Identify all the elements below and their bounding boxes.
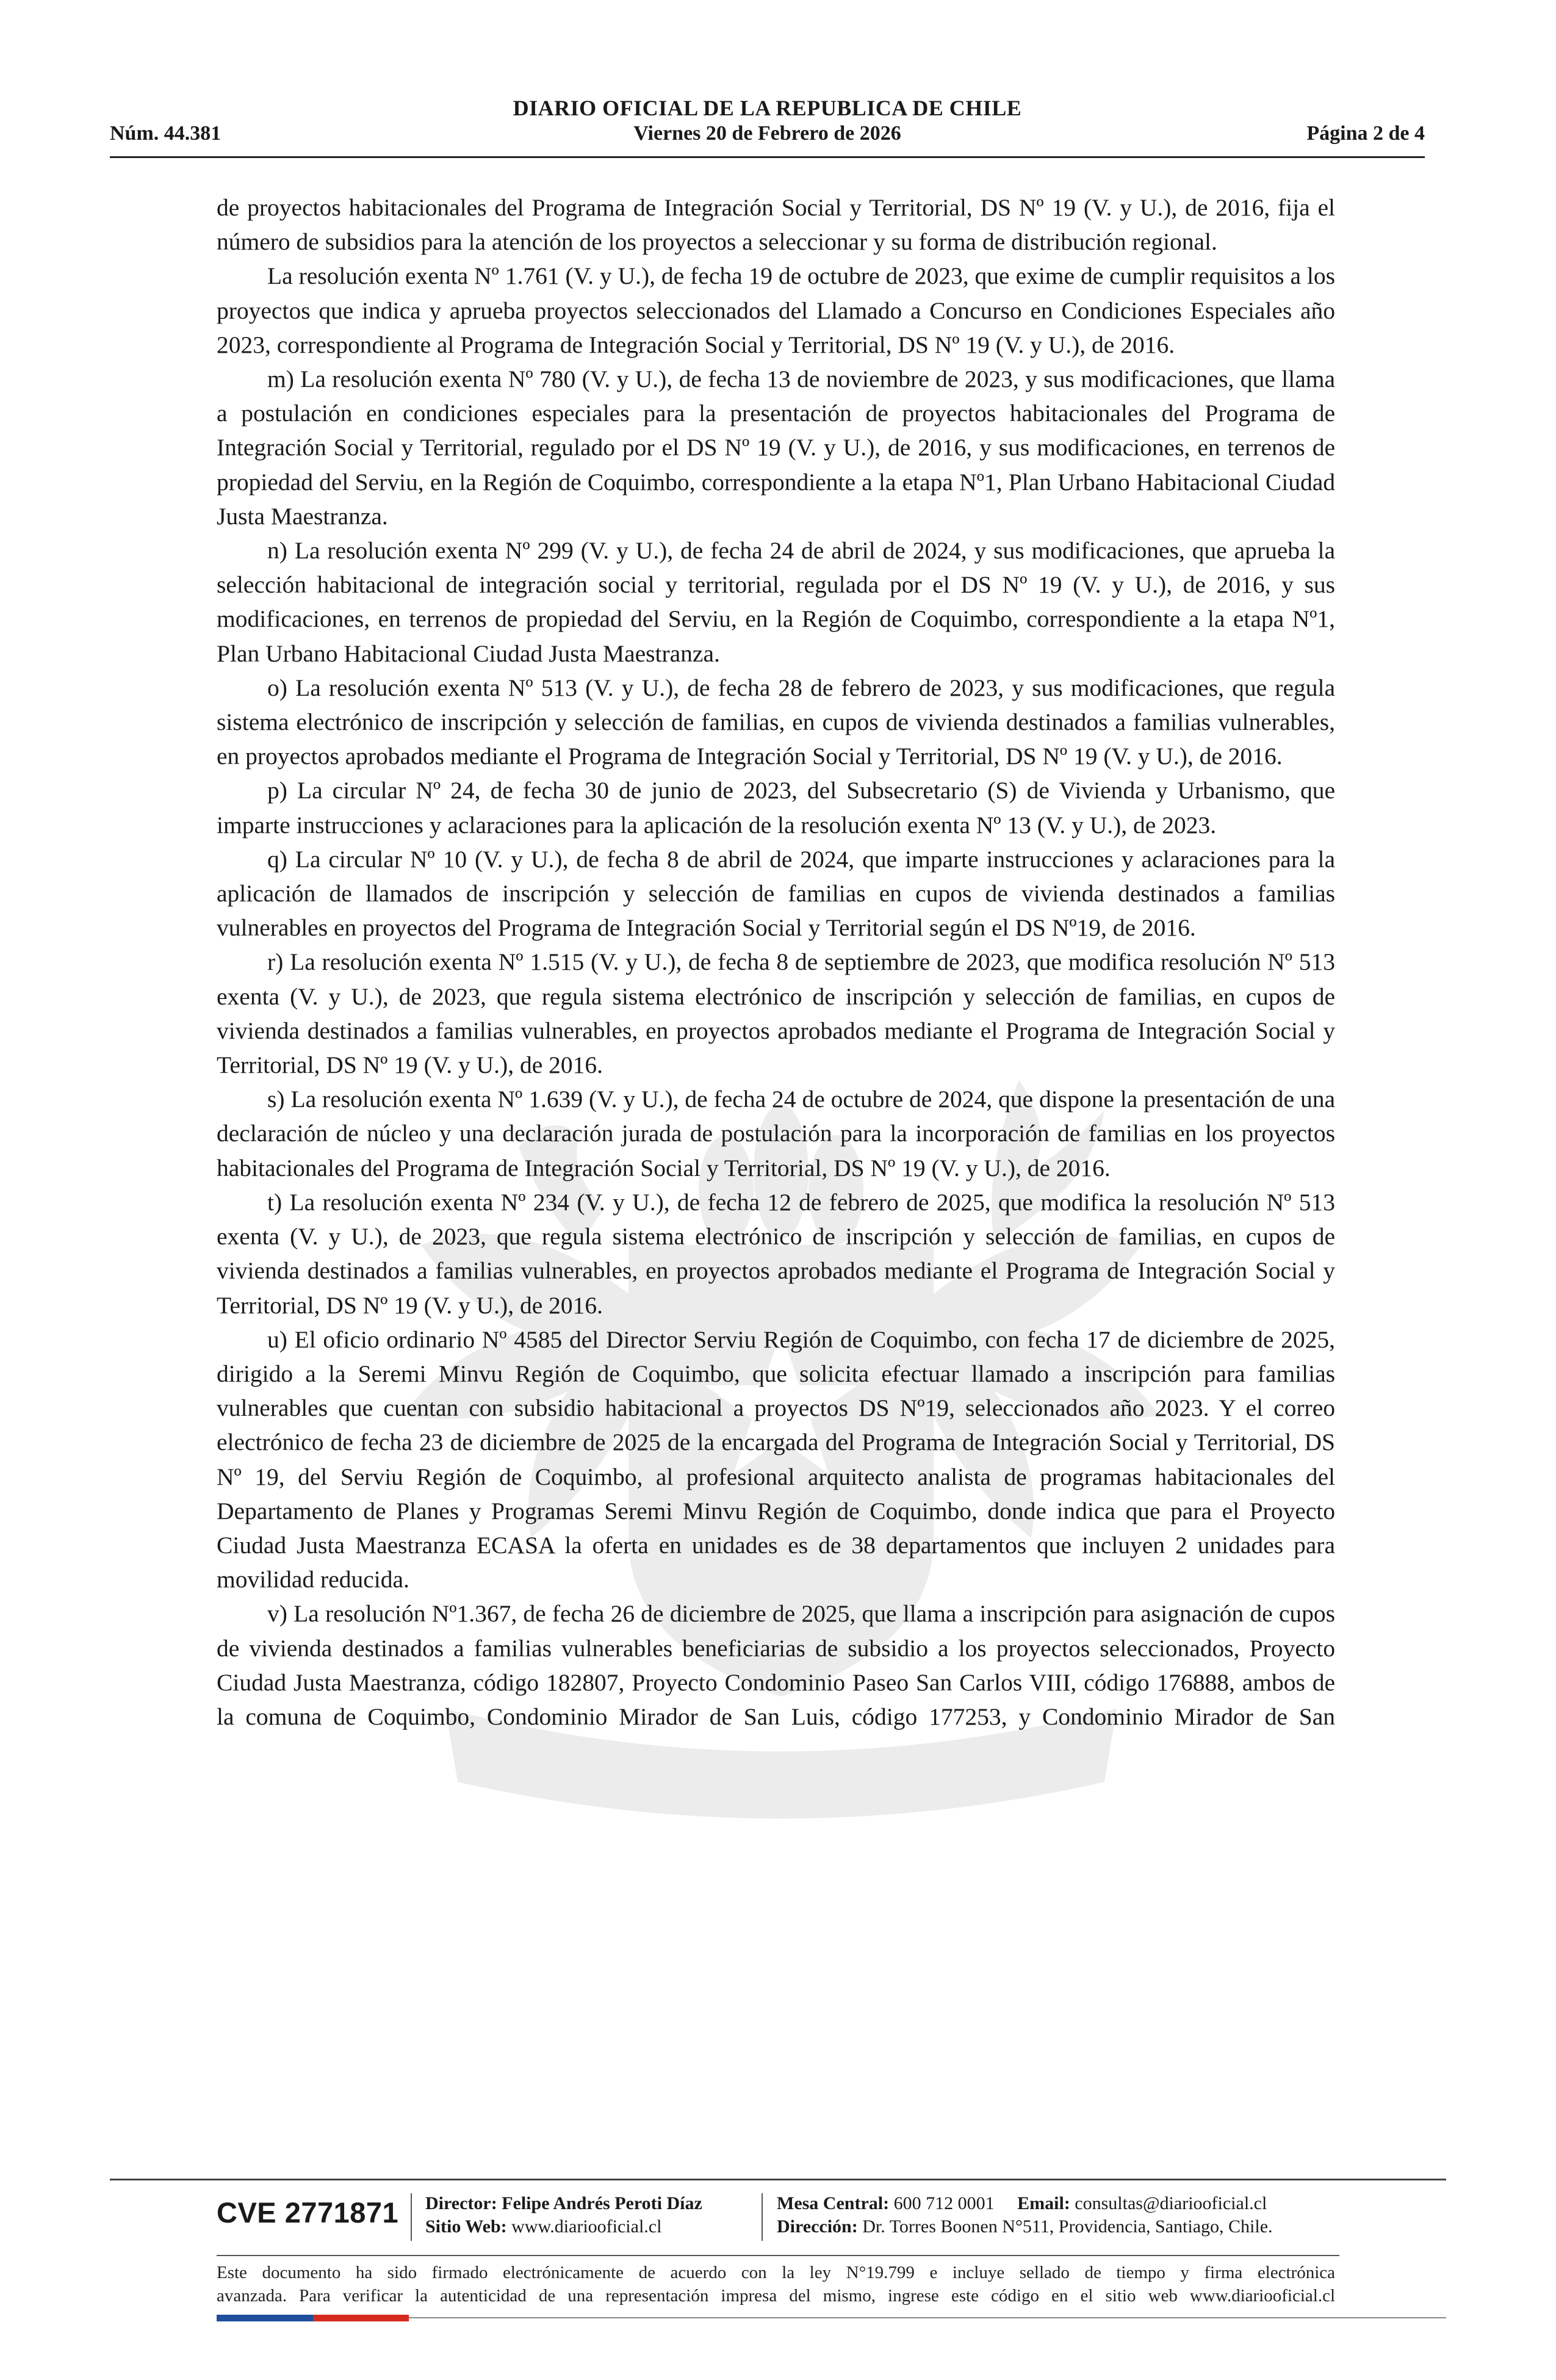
footer-contact-info xyxy=(777,2192,1273,2238)
paragraph-u: u) El oficio ordinario Nº 4585 del Director Serviu Región de Coquimbo, con fecha 17 de diciembre de 2025, dirigido a la Seremi Minvu Región de Coquimbo, que solicita efectuar llamado a inscripción para familias vulnerables que cuentan con subsidio habitacional a proyectos DS Nº19, seleccionados año 2023. Y el correo electrónico de fecha 23 de diciembre de 2025 de la encargada del Programa de Integración Social y Territorial, DS Nº 19, del Serviu Región de Coquimbo, al profesional arquitecto analista de programas habitacionales del Departamento de Planes y Programas Seremi Minvu Región de Coquimbo, donde indica que para el Proyecto Ciudad Justa Maestranza ECASA la oferta en unidades es de 38 departamentos que incluyen 2 unidades para movilidad reducida. xyxy=(217,1325,1335,1593)
footer-separator xyxy=(411,2193,412,2241)
issue-date: Viernes 20 de Febrero de 2026 xyxy=(633,122,901,145)
document-body xyxy=(217,190,1335,1734)
paragraph-resolution-1761: La resolución exenta Nº 1.761 (V. y U.), de fecha 19 de octubre de 2023, que exime de cumplir requisitos a los proyectos que indica y aprueba proyectos seleccionados del Llamado a Concurso en Condiciones Especiales año 2023, correspondiente al Programa de Integración Social y Territorial, DS Nº 19 (V. y U.), de 2016. xyxy=(217,262,1335,358)
page-indicator: Página 2 de 4 xyxy=(1306,122,1425,145)
footer-divider xyxy=(217,2255,1339,2256)
legal-line: avanzada. Para verificar la autenticidad de una representación impresa del mismo, ingrese este código en el sitio web www.diariooficial.cl xyxy=(217,2286,1335,2306)
website-label: Sitio Web: xyxy=(425,2216,507,2237)
paragraph-q: q) La circular Nº 10 (V. y U.), de fecha 8 de abril de 2024, que imparte instrucciones y aclaraciones para la aplicación de llamados de inscripción y selección de familias en cupos de vivienda destinados a familias vulnerables en proyectos del Programa de Integración Social y Territorial según el DS Nº19, de 2016. xyxy=(217,845,1335,942)
paragraph-v: v) La resolución Nº1.367, de fecha 26 de diciembre de 2025, que llama a inscripción para asignación de cupos de vivienda destinados a familias vulnerables beneficiarias de subsidio a los proyectos seleccionados, Proyecto Ciudad Justa Maestranza, código 182807, Proyecto Condominio Paseo San Carlos VIII, código 176888, ambos de la comuna de Coquimbo, Condominio Mirador de San Luis, código 177253, y Condominio Mirador de San xyxy=(217,1600,1335,1730)
paragraph-m: m) La resolución exenta Nº 780 (V. y U.), de fecha 13 de noviembre de 2023, y sus modificaciones, que llama a postulación en condiciones especiales para la presentación de proyectos habitacionales del Programa de Integración Social y Territorial, regulado por el DS Nº 19 (V. y U.), de 2016, y sus modificaciones, en terrenos de propiedad del Serviu, en la Región de Coquimbo, correspondiente a la etapa Nº1, Plan Urbano Habitacional Ciudad Justa Maestranza. xyxy=(217,366,1335,530)
paragraph-s: s) La resolución exenta Nº 1.639 (V. y U.), de fecha 24 de octubre de 2024, que dispone la presentación de una declaración de núcleo y una declaración jurada de postulación para la incorporación de familias en los proyectos habitacionales del Programa de Integración Social y Territorial, DS Nº 19 (V. y U.), de 2016. xyxy=(217,1086,1335,1181)
website-link[interactable]: www.diariooficial.cl xyxy=(511,2216,662,2237)
address-line xyxy=(777,2215,1273,2238)
mesa-phone: 600 712 0001 xyxy=(893,2193,995,2213)
flag-blue-stripe xyxy=(217,2315,313,2321)
cve-code: CVE 2771871 xyxy=(217,2196,399,2229)
paragraph-continuation: de proyectos habitacionales del Programa de Integración Social y Territorial, DS Nº 19 (V. y U.), de 2016, fija el número de subsidios para la atención de los proyectos a seleccionar y su forma de distribución regional. xyxy=(217,194,1335,256)
flag-red-stripe xyxy=(313,2315,409,2321)
bottom-divider xyxy=(409,2317,1446,2318)
director-line xyxy=(425,2192,702,2215)
header-divider xyxy=(110,156,1425,158)
paragraph-o: o) La resolución exenta Nº 513 (V. y U.), de fecha 28 de febrero de 2023, y sus modificaciones, que regula sistema electrónico de inscripción y selección de familias, en cupos de vivienda destinados a familias vulnerables, en proyectos aprobados mediante el Programa de Integración Social y Territorial, DS Nº 19 (V. y U.), de 2016. xyxy=(217,674,1335,770)
email-link[interactable]: consultas@diariooficial.cl xyxy=(1075,2193,1267,2213)
mesa-label: Mesa Central: xyxy=(777,2193,890,2213)
director-name: Felipe Andrés Peroti Díaz xyxy=(502,2193,702,2213)
footer-separator xyxy=(762,2193,763,2241)
contact-line xyxy=(777,2192,1273,2215)
address-value: Dr. Torres Boonen N°511, Providencia, Santiago, Chile. xyxy=(862,2216,1273,2237)
page-header xyxy=(110,92,1425,159)
email-label: Email: xyxy=(1017,2193,1070,2213)
legal-line: Este documento ha sido firmado electrónicamente de acuerdo con la ley N°19.799 e incluye sellado de tiempo y firma electrónica xyxy=(217,2263,1335,2282)
flag-color-bar xyxy=(217,2315,409,2321)
legal-notice xyxy=(217,2261,1335,2307)
paragraph-r: r) La resolución exenta Nº 1.515 (V. y U.), de fecha 8 de septiembre de 2023, que modifica resolución Nº 513 exenta (V. y U.), de 2023, que regula sistema electrónico de inscripción y selección de familias, en cupos de vivienda destinados a familias vulnerables, en proyectos aprobados mediante el Programa de Integración Social y Territorial, DS Nº 19 (V. y U.), de 2016. xyxy=(217,948,1335,1079)
publication-title: DIARIO OFICIAL DE LA REPUBLICA DE CHILE xyxy=(513,96,1022,120)
paragraph-t: t) La resolución exenta Nº 234 (V. y U.), de fecha 12 de febrero de 2025, que modifica la resolución Nº 513 exenta (V. y U.), de 2023, que regula sistema electrónico de inscripción y selección de familias, en cupos de vivienda destinados a familias vulnerables, en proyectos aprobados mediante el Programa de Integración Social y Territorial, DS Nº 19 (V. y U.), de 2016. xyxy=(217,1188,1335,1319)
footer-director-info xyxy=(425,2192,702,2238)
director-label: Director: xyxy=(425,2193,497,2213)
issue-number: Núm. 44.381 xyxy=(110,122,222,145)
paragraph-p: p) La circular Nº 24, de fecha 30 de junio de 2023, del Subsecretario (S) de Vivienda y Urbanismo, que imparte instrucciones y aclaraciones para la aplicación de la resolución exenta Nº 13 (V. y U.), de 2023. xyxy=(217,777,1335,838)
address-label: Dirección: xyxy=(777,2216,858,2237)
footer-divider xyxy=(110,2179,1446,2180)
website-line xyxy=(425,2215,702,2238)
page-footer xyxy=(217,2187,1339,2248)
paragraph-n: n) La resolución exenta Nº 299 (V. y U.), de fecha 24 de abril de 2024, y sus modificaciones, que aprueba la selección habitacional de integración social y territorial, regulada por el DS Nº 19 (V. y U.), de 2016, y sus modificaciones, en terrenos de propiedad del Serviu, en la Región de Coquimbo, correspondiente a la etapa Nº1, Plan Urbano Habitacional Ciudad Justa Maestranza. xyxy=(217,537,1335,667)
